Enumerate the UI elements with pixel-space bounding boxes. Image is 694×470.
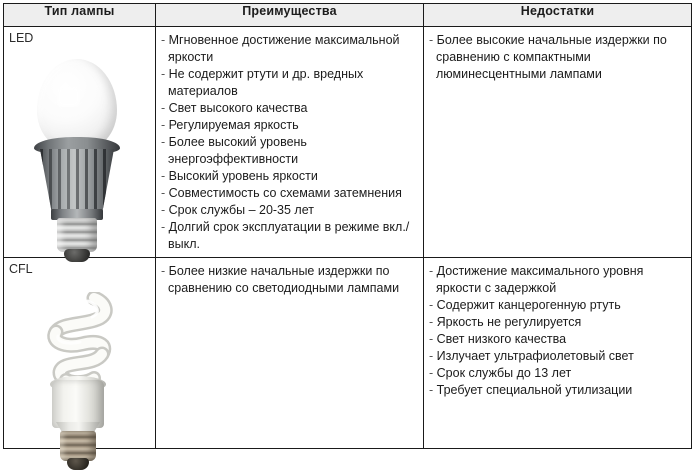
lamp-type-cell-cfl: [4, 258, 156, 449]
list-item: - Содержит канцерогенную ртуть: [429, 297, 685, 314]
list-item: - Требует специальной утилизации: [429, 382, 685, 399]
list-item: - Достижение максимального уровня яркости с задержкой: [429, 263, 685, 297]
list-item: - Мгновенное достижение максимальной яркости: [161, 32, 417, 66]
list-item: - Регулируемая яркость: [161, 117, 417, 134]
lamp-type-label-cfl: CFL: [9, 262, 33, 276]
comparison-table-container: [3, 3, 691, 449]
cfl-spiral-tube: [36, 292, 120, 388]
cfl-bulb-graphic: [30, 292, 126, 470]
disadvantages-cell-led: [424, 27, 692, 258]
list-item: - Высокий уровень яркости: [161, 168, 417, 185]
advantages-cell-led: [156, 27, 424, 258]
list-item: - Срок службы до 13 лет: [429, 365, 685, 382]
table-row: [4, 27, 692, 258]
table-header-row: [4, 4, 692, 27]
table-header: [4, 4, 692, 27]
list-item: - Более высокие начальные издержки по сравнению с компактными люминесцентными лампами: [429, 32, 685, 83]
lamp-type-label-led: LED: [9, 31, 34, 45]
led-screw-base: [57, 218, 97, 252]
disadvantages-cell-cfl: [424, 258, 692, 449]
advantages-list-cfl: [161, 263, 417, 297]
lamp-comparison-table: [3, 3, 692, 449]
table-row: [4, 258, 692, 449]
disadvantages-list-led: [429, 32, 685, 83]
cfl-cell-content: [4, 258, 155, 448]
list-item: - Свет низкого качества: [429, 331, 685, 348]
header-advantages: Преимущества: [156, 4, 424, 27]
led-heatsink-fins: [40, 149, 114, 213]
cfl-ballast-body: [52, 380, 104, 428]
header-lamp-type: Тип лампы: [4, 4, 156, 27]
lamp-type-cell-led: [4, 27, 156, 258]
led-bulb-graphic: [32, 59, 122, 249]
cfl-screw-base: [60, 431, 96, 461]
table-body: [4, 27, 692, 449]
list-item: - Более высокий уровень энергоэффективности: [161, 134, 417, 168]
list-item: - Совместимость со схемами затемнения: [161, 185, 417, 202]
list-item: - Яркость не регулируется: [429, 314, 685, 331]
header-disadvantages: Недостатки: [424, 4, 692, 27]
list-item: - Срок службы – 20-35 лет: [161, 202, 417, 219]
disadvantages-list-cfl: [429, 263, 685, 399]
list-item: - Более низкие начальные издержки по сравнению со светодиодными лампами: [161, 263, 417, 297]
cfl-base-tip: [67, 458, 89, 470]
advantages-cell-cfl: [156, 258, 424, 449]
list-item: - Излучает ультрафиолетовый свет: [429, 348, 685, 365]
led-dome-highlight: [58, 87, 79, 106]
list-item: - Свет высокого качества: [161, 100, 417, 117]
led-cell-content: [4, 27, 155, 257]
advantages-list-led: [161, 32, 417, 253]
list-item: - Долгий срок эксплуатации в режиме вкл./выкл.: [161, 219, 417, 253]
list-item: - Не содержит ртути и др. вредных материалов: [161, 66, 417, 100]
